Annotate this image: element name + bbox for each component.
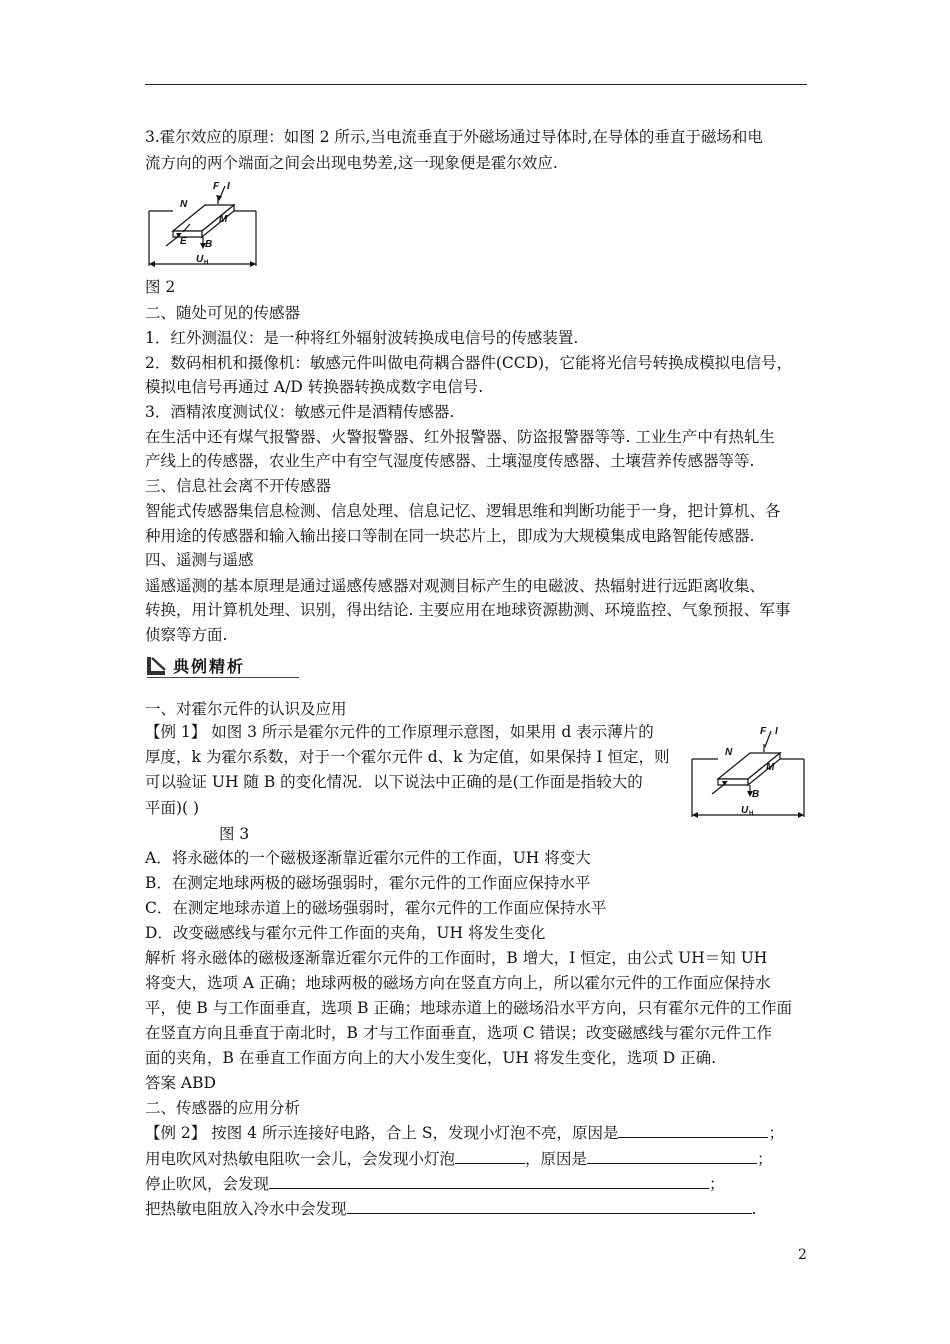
header-rule xyxy=(145,84,807,85)
solution-line5: 面的夹角，B 在垂直工作面方向上的大小发生变化，UH 将发生变化，选项 D 正确. xyxy=(145,1049,717,1067)
option-A: A．将永磁体的一个磁极逐渐靠近霍尔元件的工作面，UH 将变大 xyxy=(145,849,591,867)
remote-line2: 转换，用计算机处理、识别，得出结论. 主要应用在地球资源勘测、环境监控、气象预报、军事 xyxy=(145,601,791,619)
banner-diagonal-icon xyxy=(147,657,167,675)
example1-line3: 可以验证 UH 随 B 的变化情况．以下说法中正确的是(工作面是指较大的 xyxy=(145,773,643,791)
sensor-para-a: 在生活中还有煤气报警器、火警报警器、红外报警器、防盗报警器等等. 工业生产中有热轧生 xyxy=(145,428,775,446)
page-number: 2 xyxy=(798,1247,807,1263)
hall-principle-line1: 3.霍尔效应的原理：如图 2 所示,当电流垂直于外磁场通过导体时,在导体的垂直于磁场和电 xyxy=(145,128,763,146)
example2-line3: 停止吹风，会发现 ； xyxy=(145,1170,725,1196)
example2-line3-text: 停止吹风，会发现 xyxy=(145,1175,270,1193)
blank-1[interactable] xyxy=(618,1119,768,1138)
solution-line4: 在竖直方向且垂直于南北时，B 才与工作面垂直，选项 C 错误；改变磁感线与霍尔元件工作 xyxy=(145,1024,773,1042)
sensor-item-2b: 模拟电信号再通过 A/D 转换器转换成数字电信号. xyxy=(145,378,484,396)
section-heading-sensors: 二、随处可见的传感器 xyxy=(145,304,301,322)
example2-line4-text: 把热敏电阻放入冷水中会发现 xyxy=(145,1200,347,1218)
example2-line4: 把热敏电阻放入冷水中会发现 . xyxy=(145,1195,756,1221)
answer: 答案 ABD xyxy=(145,1074,216,1092)
example2-line2: 用电吹风对热敏电阻吹一会儿，会发现小灯泡 ，原因是 ； xyxy=(145,1145,773,1171)
example1-line1: 【例 1】 如图 3 所示是霍尔元件的工作原理示意图，如果用 d 表示薄片的 xyxy=(145,723,654,741)
info-line2: 种用途的传感器和输入输出接口等制在同一块芯片上，即成为大规模集成电路智能传感器. xyxy=(145,527,755,545)
examples-banner xyxy=(147,654,299,678)
fig2-caption: 图 2 xyxy=(145,278,176,296)
label-N: N xyxy=(180,199,188,210)
label-U: U xyxy=(196,254,204,265)
fig3-label-U-sub: H xyxy=(749,811,754,817)
part1-heading: 一、对霍尔元件的认识及应用 xyxy=(145,700,347,718)
label-I: I xyxy=(227,181,230,192)
example1-line2: 厚度，k 为霍尔系数，对于一个霍尔元件 d、k 为定值，如果保持 I 恒定，则 xyxy=(145,748,670,766)
option-D: D．改变磁感线与霍尔元件工作面的夹角，UH 将发生变化 xyxy=(145,924,546,942)
blank-4[interactable] xyxy=(269,1170,709,1189)
option-B: B．在测定地球两极的磁场强弱时，霍尔元件的工作面应保持水平 xyxy=(145,874,591,892)
remote-line1: 遥感遥测的基本原理是通过遥感传感器对观测目标产生的电磁波、热辐射进行远距离收集、 xyxy=(145,577,766,595)
label-B: B xyxy=(205,239,213,250)
sensor-item-2a: 2．数码相机和摄像机：敏感元件叫做电荷耦合器件(CCD)，它能将光信号转换成模拟电信号， xyxy=(145,354,793,372)
hall-element-figure-3 xyxy=(688,717,808,819)
part2-heading: 二、传感器的应用分析 xyxy=(145,1099,301,1117)
fig3-label-I: I xyxy=(775,726,778,737)
solution-line3: 平，使 B 与工作面垂直，选项 B 正确；地球赤道上的磁场沿水平方向，只有霍尔元件的工作面 xyxy=(145,999,792,1017)
hall-principle-line2: 流方向的两个端面之间会出现电势差,这一现象便是霍尔效应. xyxy=(145,154,558,172)
example2-line1-text: 【例 2】 按图 4 所示连接好电路，合上 S，发现小灯泡不亮，原因是 xyxy=(145,1124,619,1142)
example2-line1: 【例 2】 按图 4 所示连接好电路，合上 S，发现小灯泡不亮，原因是 ； xyxy=(145,1119,784,1145)
label-U-sub: H xyxy=(204,260,209,266)
banner-title: 典例精析 xyxy=(173,657,246,676)
label-M: M xyxy=(219,214,228,225)
fig3-caption: 图 3 xyxy=(219,825,250,843)
section-heading-remote: 四、遥测与遥感 xyxy=(145,551,254,569)
sensor-para-b: 产线上的传感器，农业生产中有空气湿度传感器、土壤湿度传感器、土壤营养传感器等等. xyxy=(145,452,755,470)
hall-element-figure-2 xyxy=(143,174,263,272)
example1-line4: 平面)( ) xyxy=(145,799,200,817)
blank-5[interactable] xyxy=(347,1195,752,1214)
label-F: F xyxy=(213,181,220,192)
section-heading-info: 三、信息社会离不开传感器 xyxy=(145,477,332,495)
fig3-label-F: F xyxy=(760,726,767,737)
option-C: C．在测定地球赤道上的磁场强弱时，霍尔元件的工作面应保持水平 xyxy=(145,899,607,917)
blank-2[interactable] xyxy=(455,1145,525,1164)
fig3-label-N: N xyxy=(725,747,733,758)
info-line1: 智能式传感器集信息检测、信息处理、信息记忆、逻辑思维和判断功能于一身，把计算机、各 xyxy=(145,502,781,520)
example2-line2-text: 用电吹风对热敏电阻吹一会儿，会发现小灯泡 xyxy=(145,1150,456,1168)
label-E: E xyxy=(180,236,187,247)
fig3-label-B: B xyxy=(752,789,760,800)
solution-line1: 解析 将永磁体的磁极逐渐靠近霍尔元件的工作面时，B 增大，I 恒定，由公式 UH＝知 UH xyxy=(145,949,768,967)
solution-line2: 将变大，选项 A 正确；地球两极的磁场方向在竖直方向上，所以霍尔元件的工作面应保持水 xyxy=(145,974,771,992)
sensor-item-1: 1．红外测温仪：是一种将红外辐射波转换成电信号的传感装置. xyxy=(145,329,579,347)
remote-line3: 侦察等方面. xyxy=(145,626,228,644)
fig3-label-M: M xyxy=(766,762,775,773)
blank-3[interactable] xyxy=(587,1145,757,1164)
sensor-item-3: 3．酒精浓度测试仪：敏感元件是酒精传感器. xyxy=(145,403,455,421)
fig3-label-U: U xyxy=(741,805,749,816)
